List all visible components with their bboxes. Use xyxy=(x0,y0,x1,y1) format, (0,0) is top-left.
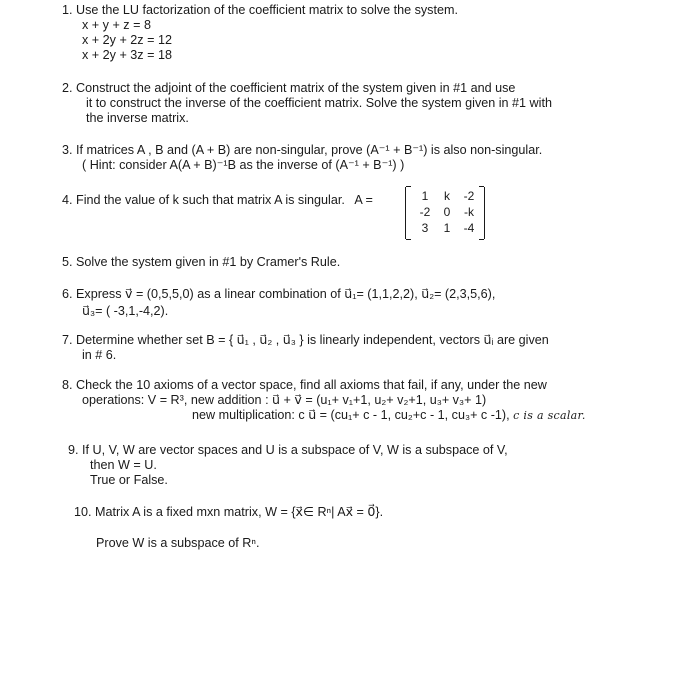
question-2 xyxy=(62,81,552,126)
equation-1: x + y + z = 8 xyxy=(82,18,151,32)
question-text: Determine whether set B = { u⃗₁ , u⃗₂ , u⃗₃ } is linearly independent, vectors u⃗ᵢ are given xyxy=(76,333,549,347)
question-8 xyxy=(62,378,586,423)
question-number: 8. xyxy=(62,378,73,392)
equation-3: x + 2y + 3z = 18 xyxy=(82,48,172,62)
question-7 xyxy=(62,333,549,363)
question-10-line-1 xyxy=(74,505,383,520)
question-text: Express v⃗ = (0,5,5,0) as a linear combination of u⃗₁= (1,1,2,2), u⃗₂= (2,3,5,6), xyxy=(76,287,496,301)
question-9-line-2: then W = U. xyxy=(90,458,157,472)
matrix-row xyxy=(414,205,482,220)
question-text: Solve the system given in #1 by Cramer's Rule. xyxy=(76,255,341,269)
matrix-cell: -2 xyxy=(419,205,431,219)
question-2-line-3: the inverse matrix. xyxy=(86,111,189,125)
question-10 xyxy=(74,505,383,551)
question-1-header xyxy=(62,3,458,18)
equation-2: x + 2y + 2z = 12 xyxy=(82,33,172,47)
question-text: Find the value of k such that matrix A is singular. xyxy=(76,193,345,207)
question-2-line-2: it to construct the inverse of the coefficient matrix. Solve the system given in #1 with xyxy=(86,96,552,110)
question-6-line-1 xyxy=(62,287,495,302)
question-9-line-1 xyxy=(68,443,508,458)
question-4-line xyxy=(62,193,373,208)
question-text: Matrix A is a fixed mxn matrix, W = {x⃗∈ Rⁿ| Ax⃗ = 0⃗}. xyxy=(95,505,384,519)
question-8-line-1 xyxy=(62,378,586,393)
matrix-cell: 1 xyxy=(421,189,429,203)
question-2-line-1 xyxy=(62,81,552,96)
question-5-line xyxy=(62,255,340,270)
matrix-cell: 1 xyxy=(443,221,451,235)
matrix-cell: -k xyxy=(464,205,474,219)
question-3-hint: ( Hint: consider A(A + B)⁻¹B as the inverse of (A⁻¹ + B⁻¹) ) xyxy=(82,158,405,172)
question-number: 4. xyxy=(62,193,73,207)
matrix-cell: k xyxy=(444,189,450,203)
question-7-line-1 xyxy=(62,333,549,348)
matrix-a xyxy=(405,187,485,239)
matrix-cell: -2 xyxy=(463,189,475,203)
question-number: 1. xyxy=(62,3,73,17)
handwritten-note: c is a scalar. xyxy=(513,409,586,422)
question-7-line-2: in # 6. xyxy=(82,348,117,362)
question-text: Use the LU factorization of the coefficient matrix to solve the system. xyxy=(76,3,458,17)
question-3-line-1 xyxy=(62,143,542,158)
question-number: 2. xyxy=(62,81,73,95)
question-10-line-2: Prove W is a subspace of Rⁿ. xyxy=(96,536,260,550)
question-text: Check the 10 axioms of a vector space, find all axioms that fail, if any, under the new xyxy=(76,378,547,392)
question-number: 9. xyxy=(68,443,79,457)
matrix-cell: -4 xyxy=(463,221,475,235)
question-8-line-2: operations: V = R³, new addition : u⃗ + v⃗ = (u₁+ v₁+1, u₂+ v₂+1, u₃+ v₃+ 1) xyxy=(82,393,487,407)
question-6-line-2: u⃗₃= ( -3,1,-4,2). xyxy=(82,304,169,318)
question-number: 3. xyxy=(62,143,73,157)
question-1 xyxy=(62,3,458,63)
question-6 xyxy=(62,287,495,319)
question-text: If U, V, W are vector spaces and U is a subspace of V, W is a subspace of V, xyxy=(82,443,508,457)
question-number: 7. xyxy=(62,333,73,347)
question-9 xyxy=(68,443,508,488)
question-text: Construct the adjoint of the coefficient matrix of the system given in #1 and use xyxy=(76,81,516,95)
matrix-cell: 3 xyxy=(421,221,429,235)
question-number: 5. xyxy=(62,255,73,269)
matrix-row xyxy=(414,189,482,204)
question-9-line-3: True or False. xyxy=(90,473,168,487)
question-text: If matrices A , B and (A + B) are non-singular, prove (A⁻¹ + B⁻¹) is also non-singular. xyxy=(76,143,543,157)
question-number: 10. xyxy=(74,505,92,519)
matrix-row xyxy=(414,221,482,236)
matrix-label: A = xyxy=(354,193,373,207)
question-8-line-3 xyxy=(192,408,586,423)
question-number: 6. xyxy=(62,287,73,301)
multiplication-definition: new multiplication: c u⃗ = (cu₁+ c - 1, cu₂+c - 1, cu₃+ c -1), xyxy=(192,408,510,422)
question-5 xyxy=(62,255,340,270)
matrix-cell: 0 xyxy=(443,205,451,219)
question-4 xyxy=(62,193,373,208)
question-3 xyxy=(62,143,542,173)
